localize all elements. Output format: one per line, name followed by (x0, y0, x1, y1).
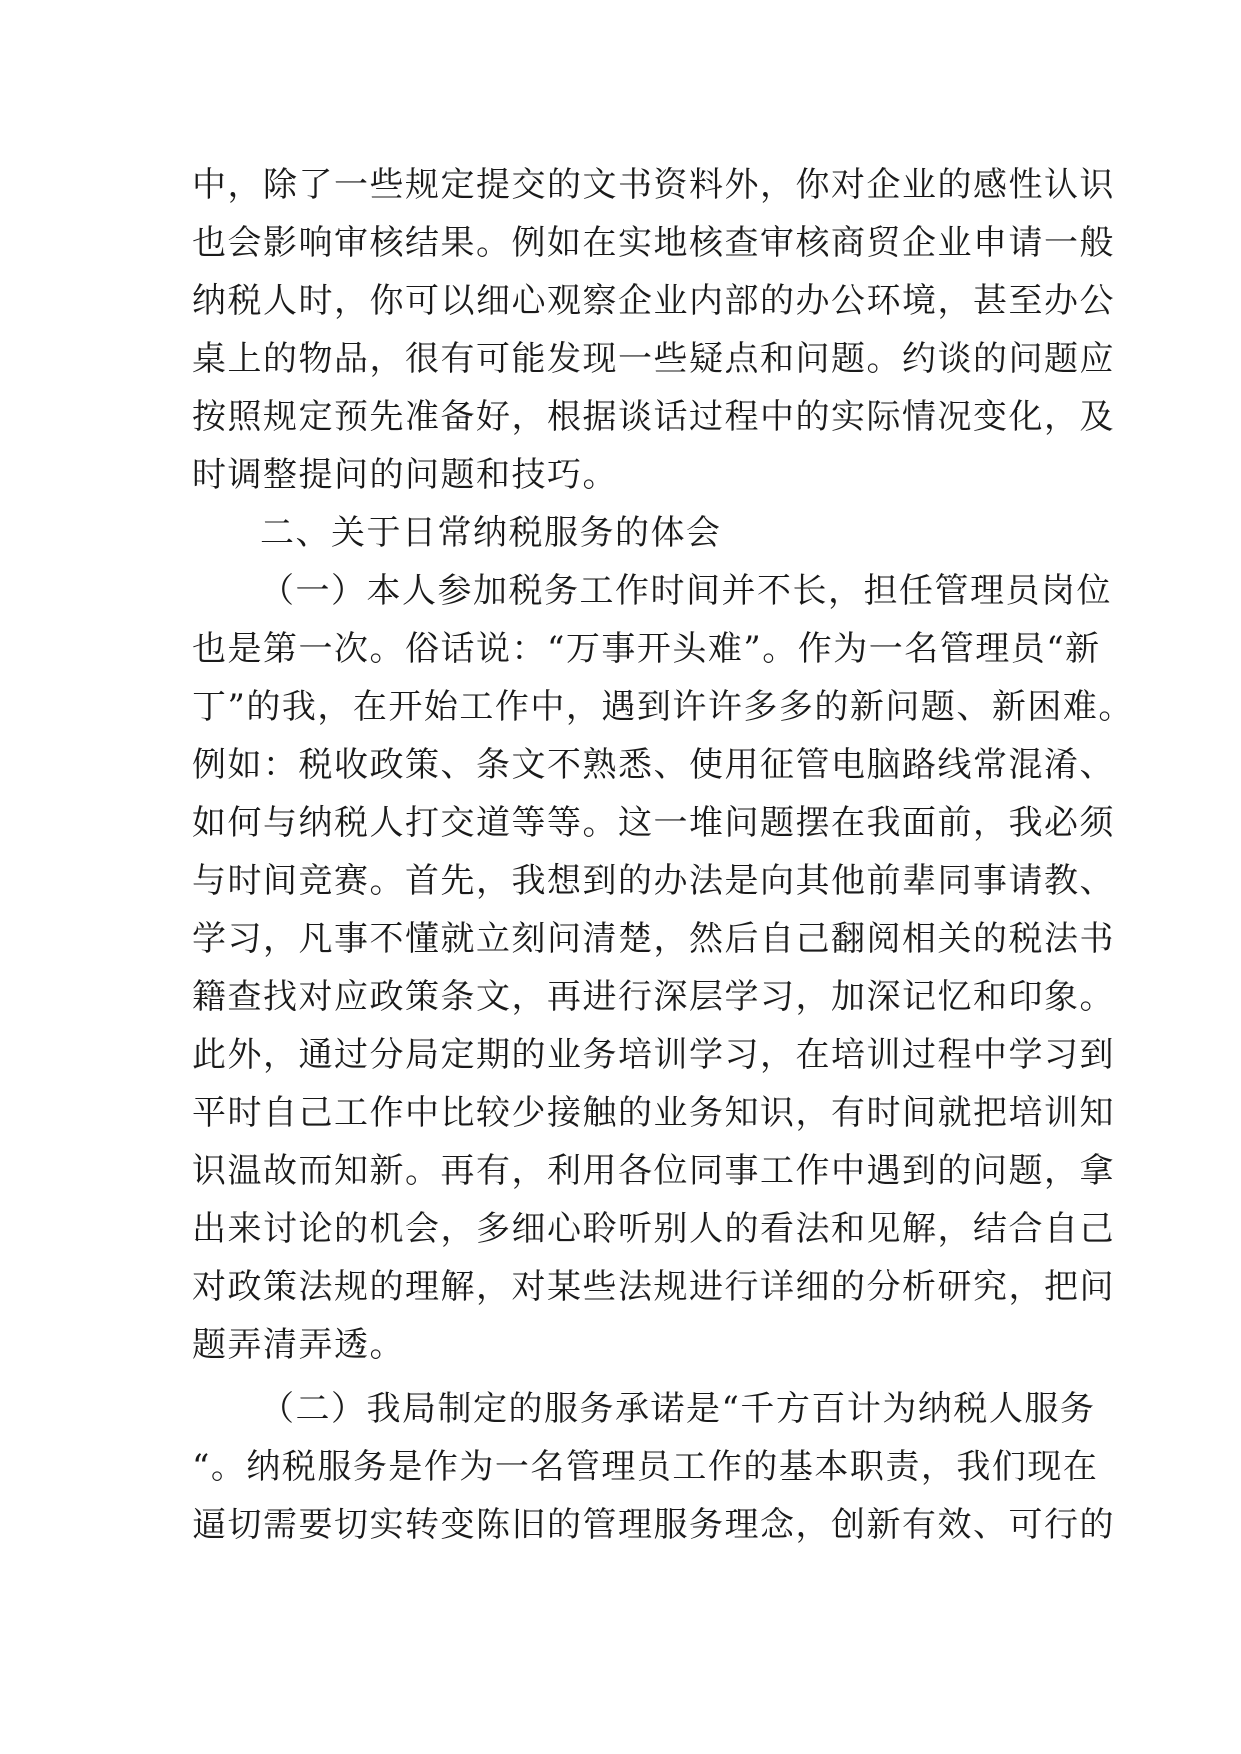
text-line: 出来讨论的机会，多细心聆听别人的看法和见解，结合自己 (192, 1209, 1115, 1249)
text-line: 题弄清弄透。 (192, 1325, 405, 1365)
text-line: 与时间竞赛。首先，我想到的办法是向其他前辈同事请教、 (192, 861, 1115, 901)
text-line: 逼切需要切实转变陈旧的管理服务理念，创新有效、可行的 (192, 1505, 1115, 1545)
text-line: 也是第一次。俗话说：“万事开头难”。作为一名管理员“新 (192, 629, 1101, 669)
text-line: （一）本人参加税务工作时间并不长，担任管理员岗位 (260, 571, 1112, 611)
text-line: 丁”的我，在开始工作中，遇到许许多多的新问题、新困难。 (192, 687, 1134, 727)
text-line: 也会影响审核结果。例如在实地核查审核商贸企业申请一般 (192, 223, 1115, 263)
section-heading: 二、关于日常纳税服务的体会 (260, 513, 722, 553)
text-line: “。纳税服务是作为一名管理员工作的基本职责，我们现在 (192, 1447, 1099, 1487)
text-line: 学习，凡事不懂就立刻问清楚，然后自己翻阅相关的税法书 (192, 919, 1115, 959)
text-line: （二）我局制定的服务承诺是“千方百计为纳税人服务 (260, 1389, 1096, 1429)
text-line: 纳税人时，你可以细心观察企业内部的办公环境，甚至办公 (192, 281, 1115, 321)
text-line: 时调整提问的问题和技巧。 (192, 455, 618, 495)
text-line: 按照规定预先准备好，根据谈话过程中的实际情况变化，及 (192, 397, 1115, 437)
text-line: 籍查找对应政策条文，再进行深层学习，加深记忆和印象。 (192, 977, 1115, 1017)
text-line: 如何与纳税人打交道等等。这一堆问题摆在我面前，我必须 (192, 803, 1115, 843)
text-line: 桌上的物品，很有可能发现一些疑点和问题。约谈的问题应 (192, 339, 1115, 379)
text-line: 此外，通过分局定期的业务培训学习，在培训过程中学习到 (192, 1035, 1115, 1075)
text-line: 识温故而知新。再有，利用各位同事工作中遇到的问题，拿 (192, 1151, 1115, 1191)
text-line: 例如：税收政策、条文不熟悉、使用征管电脑路线常混淆、 (192, 745, 1115, 785)
text-line: 平时自己工作中比较少接触的业务知识，有时间就把培训知 (192, 1093, 1115, 1133)
text-line: 中，除了一些规定提交的文书资料外，你对企业的感性认识 (192, 165, 1115, 205)
text-line: 对政策法规的理解，对某些法规进行详细的分析研究，把问 (192, 1267, 1115, 1307)
